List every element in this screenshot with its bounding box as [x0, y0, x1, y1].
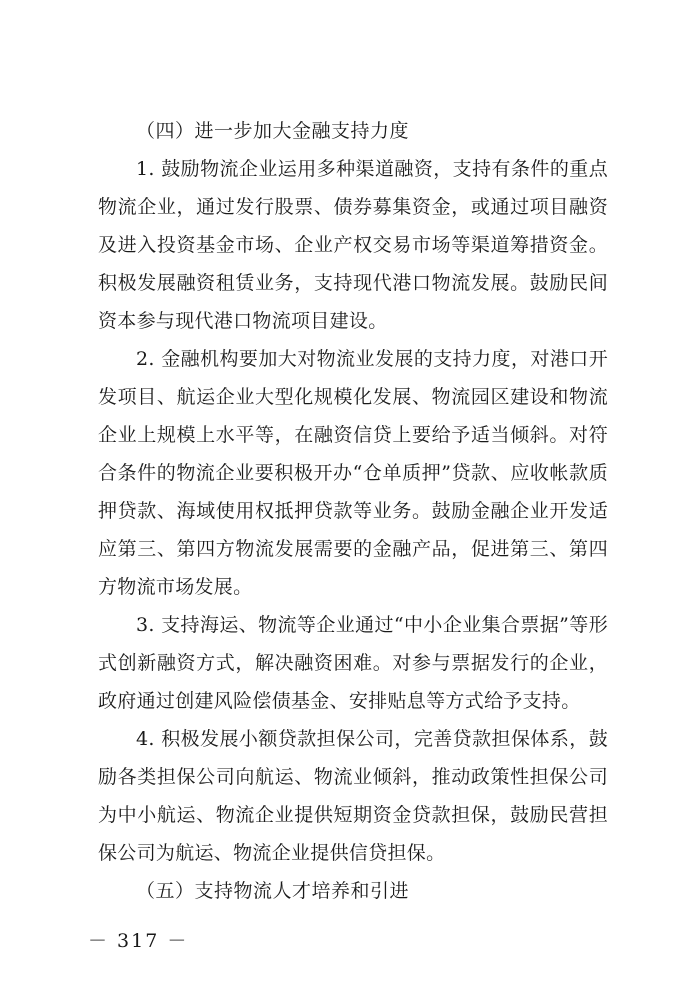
document-body — [98, 112, 608, 910]
page-number: － 317 － — [88, 930, 189, 952]
paragraph-4: 4. 积极发展小额贷款担保公司，完善贷款担保体系，鼓励各类担保公司向航运、物流业倾斜，推动政策性担保公司为中小航运、物流企业提供短期资金贷款担保，鼓励民营担保公司为航运、物流企业提供信贷担保。 — [98, 728, 608, 864]
paragraph-2: 2. 金融机构要加大对物流业发展的支持力度，对港口开发项目、航运企业大型化规模化发展、物流园区建设和物流企业上规模上水平等，在融资信贷上要给予适当倾斜。对符合条件的物流企业要积极开办“仓单质押”贷款、应收帐款质押贷款、海域使用权抵押贷款等业务。鼓励金融企业开发适应第三、第四方物流发展需要的金融产品，促进第三、第四方物流市场发展。 — [98, 348, 608, 598]
section-heading-4: （四）进一步加大金融支持力度 — [136, 120, 410, 142]
paragraph-1: 1. 鼓励物流企业运用多种渠道融资，支持有条件的重点物流企业，通过发行股票、债券募集资金，或通过项目融资及进入投资基金市场、企业产权交易市场等渠道筹措资金。积极发展融资租赁业务，支持现代港口物流发展。鼓励民间资本参与现代港口物流项目建设。 — [98, 158, 608, 332]
section-heading-5: （五）支持物流人才培养和引进 — [136, 880, 410, 902]
paragraph-3: 3. 支持海运、物流等企业通过“中小企业集合票据”等形式创新融资方式，解决融资困难。对参与票据发行的企业，政府通过创建风险偿债基金、安排贴息等方式给予支持。 — [98, 614, 608, 712]
